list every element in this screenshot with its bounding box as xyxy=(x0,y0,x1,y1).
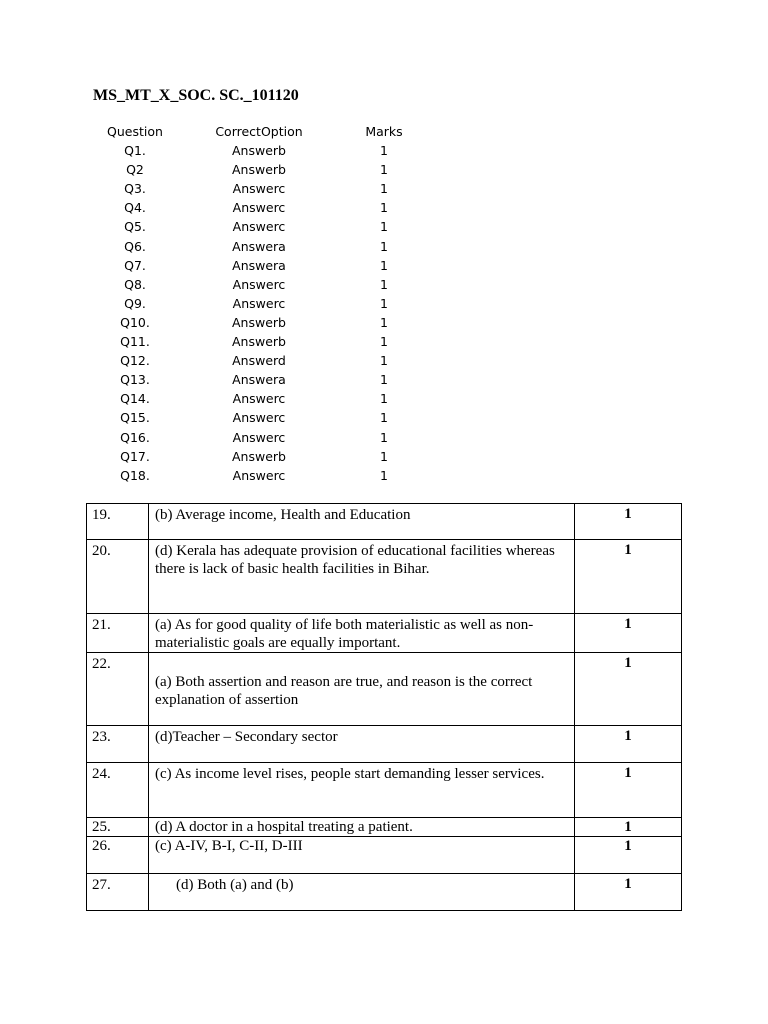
question-column-header: Question xyxy=(107,124,163,139)
table-row xyxy=(87,818,682,837)
question-number: Q8. xyxy=(124,276,146,292)
answer-text: (a) Both assertion and reason are true, and reason is the correct explanation of assertion xyxy=(149,653,575,726)
answer-text: (c) A-IV, B-I, C-II, D-III xyxy=(149,837,575,874)
correct-option: Answerc xyxy=(232,295,286,311)
marks-value: 1 xyxy=(380,391,388,407)
marks-value: 1 xyxy=(380,219,388,235)
correct-option: Answerb xyxy=(232,314,286,330)
marks-value: 1 xyxy=(380,448,388,464)
correct-option: Answerc xyxy=(232,276,286,292)
marks-value: 1 xyxy=(380,372,388,388)
answer-mark: 1 xyxy=(575,653,682,726)
answer-text: (d) Kerala has adequate provision of educational facilities whereas there is lack of basic health facilities in Bihar. xyxy=(149,540,575,614)
table-row xyxy=(87,726,682,763)
marks-value: 1 xyxy=(380,429,388,445)
question-number: Q17. xyxy=(120,448,150,464)
answer-mark: 1 xyxy=(575,726,682,763)
question-number: Q11. xyxy=(120,334,150,350)
answer-table xyxy=(86,503,682,911)
marks-value: 1 xyxy=(380,162,388,178)
correct-option: Answerc xyxy=(232,429,286,445)
marks-value: 1 xyxy=(380,295,388,311)
answer-number: 19. xyxy=(87,504,149,540)
answer-mark: 1 xyxy=(575,874,682,911)
correct-option: Answera xyxy=(232,372,286,388)
correct-option: Answerb xyxy=(232,143,286,159)
answer-text: (c) As income level rises, people start demanding lesser services. xyxy=(149,763,575,818)
marks-value: 1 xyxy=(380,257,388,273)
question-number: Q7. xyxy=(124,257,146,273)
marks-value: 1 xyxy=(380,410,388,426)
answer-number: 23. xyxy=(87,726,149,763)
correct-option: Answera xyxy=(232,257,286,273)
marks-value: 1 xyxy=(380,334,388,350)
correct-option: Answerb xyxy=(232,334,286,350)
marks-value: 1 xyxy=(380,238,388,254)
question-number: Q4. xyxy=(124,200,146,216)
marks-value: 1 xyxy=(380,276,388,292)
table-row xyxy=(87,540,682,614)
marks-value: 1 xyxy=(380,314,388,330)
table-row xyxy=(87,763,682,818)
correct-option: Answerc xyxy=(232,467,286,483)
table-row xyxy=(87,653,682,726)
answer-mark: 1 xyxy=(575,504,682,540)
question-number: Q1. xyxy=(124,143,146,159)
correct-option: Answerc xyxy=(232,410,286,426)
correct-option: Answerc xyxy=(232,219,286,235)
correct-option: Answerc xyxy=(232,391,286,407)
answer-text: (d)Teacher – Secondary sector xyxy=(149,726,575,763)
question-number: Q18. xyxy=(120,467,150,483)
marks-value: 1 xyxy=(380,181,388,197)
correct-option: Answerd xyxy=(232,353,286,369)
table-row xyxy=(87,614,682,653)
answer-mark: 1 xyxy=(575,837,682,874)
marks-column-header: Marks xyxy=(365,124,403,139)
correct-option: Answerb xyxy=(232,448,286,464)
answer-text: (a) As for good quality of life both materialistic as well as non-materialistic goals are equally important. xyxy=(149,614,575,653)
answer-number: 26. xyxy=(87,837,149,874)
correct-option: Answerc xyxy=(232,181,286,197)
table-row xyxy=(87,504,682,540)
answer-mark: 1 xyxy=(575,763,682,818)
answer-text: (d) Both (a) and (b) xyxy=(149,874,575,911)
question-number: Q9. xyxy=(124,295,146,311)
question-number: Q10. xyxy=(120,314,150,330)
marks-value: 1 xyxy=(380,353,388,369)
answer-number: 20. xyxy=(87,540,149,614)
correct-option: Answerc xyxy=(232,200,286,216)
question-number: Q15. xyxy=(120,410,150,426)
question-number: Q14. xyxy=(120,391,150,407)
document-title: MS_MT_X_SOC. SC._101120 xyxy=(93,87,299,104)
question-number: Q3. xyxy=(124,181,146,197)
answer-mark: 1 xyxy=(575,540,682,614)
marks-value: 1 xyxy=(380,143,388,159)
table-row xyxy=(87,874,682,911)
answer-number: 24. xyxy=(87,763,149,818)
correct-option-column-header: CorrectOption xyxy=(215,124,303,139)
question-number: Q16. xyxy=(120,429,150,445)
question-number: Q2 xyxy=(126,162,144,178)
correct-option: Answera xyxy=(232,238,286,254)
answer-text: (d) A doctor in a hospital treating a patient. xyxy=(149,818,575,837)
question-number: Q6. xyxy=(124,238,146,254)
answer-mark: 1 xyxy=(575,614,682,653)
answer-number: 22. xyxy=(87,653,149,726)
answer-text: (b) Average income, Health and Education xyxy=(149,504,575,540)
answer-number: 21. xyxy=(87,614,149,653)
marks-value: 1 xyxy=(380,467,388,483)
answer-number: 27. xyxy=(87,874,149,911)
table-row xyxy=(87,837,682,874)
question-number: Q5. xyxy=(124,219,146,235)
correct-option: Answerb xyxy=(232,162,286,178)
marks-value: 1 xyxy=(380,200,388,216)
answer-number: 25. xyxy=(87,818,149,837)
question-number: Q12. xyxy=(120,353,150,369)
answer-mark: 1 xyxy=(575,818,682,837)
question-number: Q13. xyxy=(120,372,150,388)
